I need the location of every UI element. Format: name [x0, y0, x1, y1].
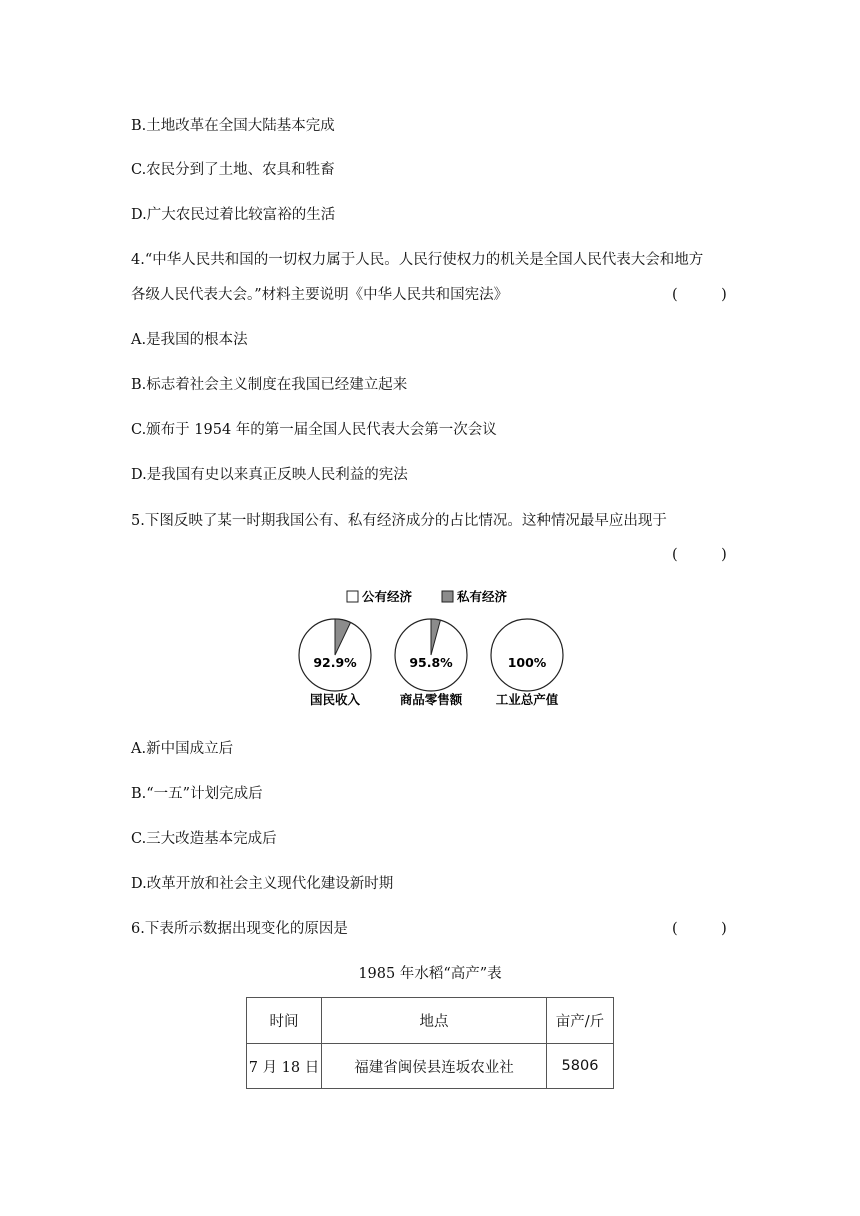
pie-1-value-label: 92.9% — [313, 655, 357, 670]
economy-pie-chart — [290, 585, 580, 710]
q4-stem-line2: 各级人民代表大会。”材料主要说明《中华人民共和国宪法》 — [131, 287, 509, 303]
cell-time: 7 月 18 日 — [247, 1044, 322, 1089]
pie-3-value-label: 100% — [507, 655, 547, 670]
table-row — [247, 1044, 614, 1089]
pie-3-category-label: 工业总产值 — [495, 692, 559, 707]
q6-stem: 6.下表所示数据出现变化的原因是 — [131, 921, 348, 937]
q3-option-d: D.广大农民过着比较富裕的生活 — [131, 207, 336, 223]
q3-option-c: C.农民分到了土地、农具和牲畜 — [131, 162, 335, 178]
table-header-row — [247, 998, 614, 1044]
pie-1-category-label: 国民收入 — [309, 692, 361, 707]
q5-option-d: D.改革开放和社会主义现代化建设新时期 — [131, 876, 394, 892]
q4-option-c: C.颁布于 1954 年的第一届全国人民代表大会第一次会议 — [131, 422, 497, 438]
cell-location: 福建省闽侯县连坂农业社 — [322, 1044, 547, 1089]
rice-yield-table — [246, 997, 614, 1089]
header-time: 时间 — [247, 998, 322, 1044]
q4-option-d: D.是我国有史以来真正反映人民利益的宪法 — [131, 467, 408, 483]
q4-option-b: B.标志着社会主义制度在我国已经建立起来 — [131, 377, 408, 393]
header-location: 地点 — [322, 998, 547, 1044]
q4-stem-line1: 4.“中华人民共和国的一切权力属于人民。人民行使权力的机关是全国人民代表大会和地方 — [131, 252, 704, 268]
legend-label-public: 公有经济 — [362, 589, 413, 604]
cell-yield: 5806 — [547, 1044, 614, 1089]
q5-answer-blank: ( ) — [672, 547, 727, 563]
header-yield: 亩产/斤 — [547, 998, 614, 1044]
table-title: 1985 年水稻“高产”表 — [358, 966, 502, 982]
pie-2-value-label: 95.8% — [409, 655, 453, 670]
q6-answer-blank: ( ) — [672, 921, 727, 937]
legend-swatch-private — [442, 591, 453, 602]
q4-option-a: A.是我国的根本法 — [131, 332, 248, 348]
pie-2-category-label: 商品零售额 — [399, 692, 463, 707]
q5-option-c: C.三大改造基本完成后 — [131, 831, 277, 847]
q4-answer-blank: ( ) — [672, 287, 727, 303]
q5-option-a: A.新中国成立后 — [131, 741, 234, 757]
q5-option-b: B.“一五”计划完成后 — [131, 786, 263, 802]
legend-label-private: 私有经济 — [457, 589, 508, 604]
legend-swatch-public — [347, 591, 358, 602]
pie-chart-svg — [290, 585, 580, 710]
q3-option-b: B.土地改革在全国大陆基本完成 — [131, 118, 335, 134]
q5-stem: 5.下图反映了某一时期我国公有、私有经济成分的占比情况。这种情况最早应出现于 — [131, 513, 667, 529]
